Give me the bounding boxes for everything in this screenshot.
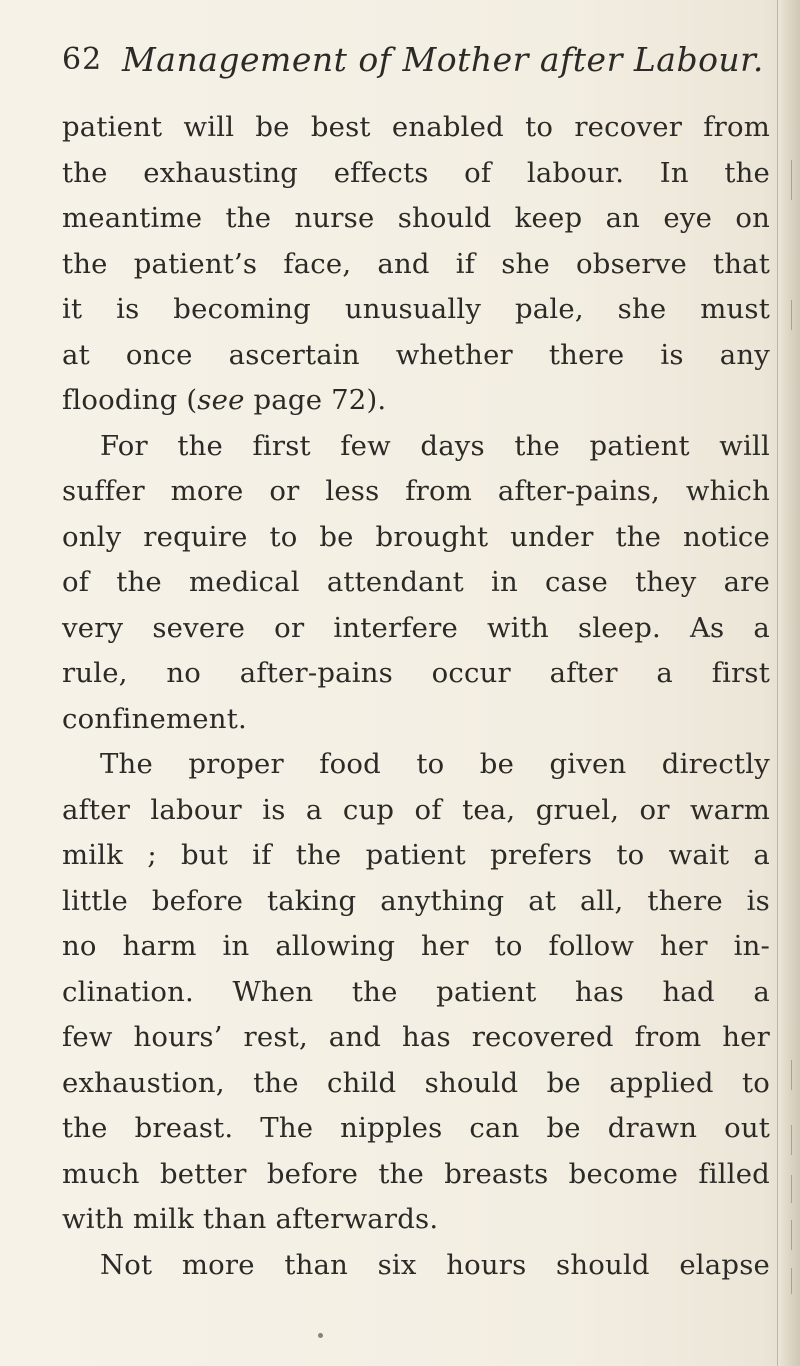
- text-line: no harm in allowing her to follow her in-: [62, 930, 770, 962]
- text-line: much better before the breasts become filled: [62, 1157, 770, 1190]
- text-line: Not more than six hours should elapse: [100, 1248, 770, 1281]
- text-line: it is becoming unusually pale, she must: [62, 293, 770, 325]
- text-line: very severe or interfere with sleep. As a: [62, 611, 770, 644]
- italic-word: see: [197, 384, 245, 416]
- text-line: at once ascertain whether there is any: [62, 338, 770, 371]
- text-line: of the medical attendant in case they are: [62, 566, 770, 598]
- text-line: clination. When the patient has had a: [62, 975, 770, 1008]
- text-line: patient will be best enabled to recover from: [62, 111, 770, 143]
- page-edge: [777, 0, 800, 1366]
- text-line: the breast. The nipples can be drawn out: [62, 1112, 770, 1144]
- text-line: confinement.: [62, 702, 247, 735]
- text-line: few hours’ rest, and has recovered from her: [62, 1021, 770, 1053]
- text-line: the exhausting effects of labour. In the: [62, 156, 770, 189]
- text-line: with milk than afterwards.: [62, 1203, 439, 1235]
- body-text: [62, 105, 770, 1288]
- text-line: The proper food to be given directly: [100, 748, 770, 780]
- text-line: flooding (see page 72).: [62, 384, 387, 416]
- ink-speck: [318, 1333, 323, 1338]
- text-line: For the first few days the patient will: [100, 429, 770, 462]
- text-line: the patient’s face, and if she observe that: [62, 247, 770, 280]
- text-line: after labour is a cup of tea, gruel, or warm: [62, 793, 770, 826]
- running-title: Management of Mother after Labour.: [122, 40, 764, 79]
- text-line: exhaustion, the child should be applied to: [62, 1066, 770, 1099]
- page-number: 62: [62, 42, 103, 77]
- text-line: rule, no after-pains occur after a first: [62, 657, 770, 689]
- text-line: milk ; but if the patient prefers to wait a: [62, 839, 770, 871]
- text-line: meantime the nurse should keep an eye on: [62, 202, 770, 234]
- text-line: suffer more or less from after-pains, which: [62, 475, 770, 507]
- text-line: little before taking anything at all, there is: [62, 884, 770, 917]
- text-line: only require to be brought under the notice: [62, 520, 770, 553]
